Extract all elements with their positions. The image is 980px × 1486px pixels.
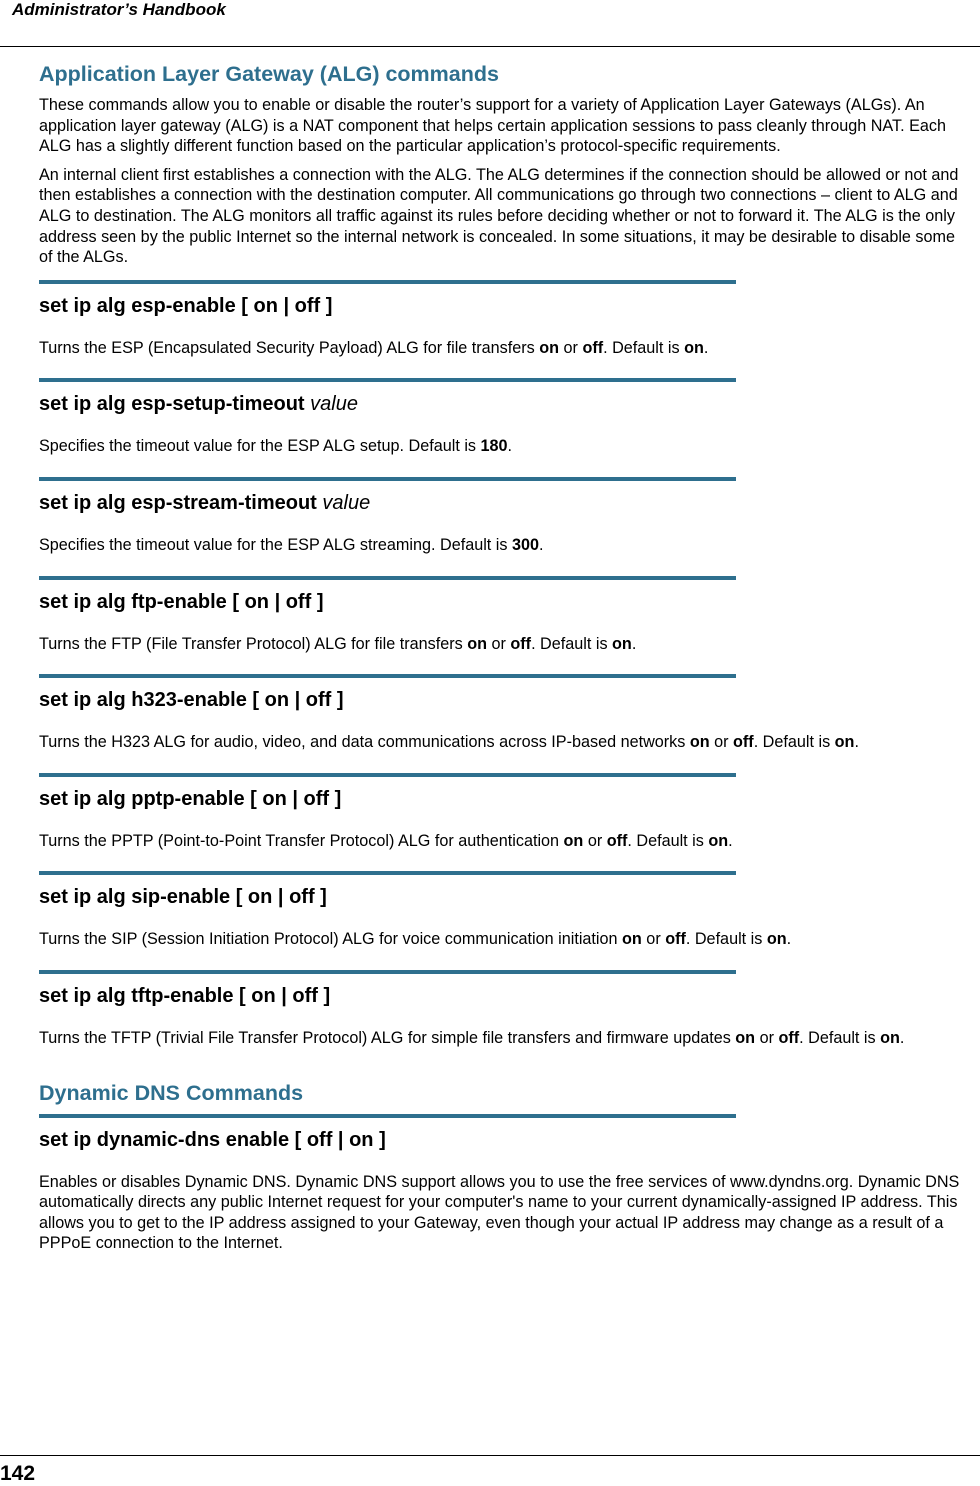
alg-intro-paragraph-2: An internal client first establishes a connection with the ALG. The ALG determines if the connection should be allowed or not and then establishes a connection with the destination computer. All communications go through two connections – client to ALG and ALG to destination. The ALG monitors all traffic against its rules before deciding whether or not to forward it. The ALG is the only address seen by the public Internet so the internal network is concealed. In some situations, it may be desirable to disable some of the ALGs. — [39, 165, 959, 267]
command-rule — [39, 576, 736, 580]
command-title: set ip alg esp-setup-timeout value — [39, 393, 358, 416]
command-rule — [39, 477, 736, 481]
command-title: set ip alg pptp-enable [ on | off ] — [39, 787, 342, 810]
alg-section-title: Application Layer Gateway (ALG) commands — [39, 62, 499, 86]
command-description: Turns the PPTP (Point-to-Point Transfer Protocol) ALG for authentication on or off. Default is on. — [39, 831, 733, 850]
command-title: set ip alg ftp-enable [ on | off ] — [39, 590, 324, 613]
running-header: Administrator’s Handbook — [12, 0, 226, 19]
page-content — [39, 62, 969, 1254]
header-rule — [0, 46, 980, 47]
alg-intro-paragraph-1: These commands allow you to enable or disable the router’s support for a variety of Application Layer Gateways (ALGs). An application layer gateway (ALG) is a NAT component that helps certain application sessions to pass cleanly through NAT. Each ALG has a slightly different function based on the particular application’s protocol-specific requirements. — [39, 96, 946, 156]
command-dynamic-dns-enable — [39, 1114, 969, 1254]
command-description: Specifies the timeout value for the ESP ALG streaming. Default is 300. — [39, 535, 544, 554]
command-title: set ip alg esp-enable [ on | off ] — [39, 294, 333, 317]
command-rule — [39, 970, 736, 974]
command-description: Turns the ESP (Encapsulated Security Payload) ALG for file transfers on or off. Default is on. — [39, 338, 709, 357]
command-title: set ip alg h323-enable [ on | off ] — [39, 689, 344, 712]
command-title: set ip alg tftp-enable [ on | off ] — [39, 984, 331, 1007]
command-title: set ip alg sip-enable [ on | off ] — [39, 886, 327, 909]
command-description: Turns the FTP (File Transfer Protocol) ALG for file transfers on or off. Default is on. — [39, 634, 637, 653]
command-h323-enable — [39, 674, 969, 753]
command-title: set ip alg esp-stream-timeout value — [39, 491, 371, 514]
command-title: set ip dynamic-dns enable [ off | on ] — [39, 1128, 386, 1151]
command-description: Enables or disables Dynamic DNS. Dynamic DNS support allows you to use the free services of www.dyndns.org. Dynamic DNS automatically directs any public Internet request for your computer's name to your current dynamically-assigned IP address. This allows you to get to the IP address assigned to your Gateway, even though your actual IP address may change as a result of a PPPoE connection to the Internet. — [39, 1172, 960, 1253]
command-esp-setup-timeout — [39, 378, 969, 457]
command-rule — [39, 674, 736, 678]
command-tftp-enable — [39, 970, 969, 1049]
command-pptp-enable — [39, 773, 969, 852]
command-argument: value — [310, 393, 358, 416]
page-number: 142 — [0, 1462, 36, 1485]
command-esp-enable — [39, 280, 969, 359]
command-description: Specifies the timeout value for the ESP ALG setup. Default is 180. — [39, 437, 513, 456]
command-description: Turns the SIP (Session Initiation Protocol) ALG for voice communication initiation on or off. Default is on. — [39, 930, 792, 949]
command-argument: value — [322, 491, 371, 514]
command-rule — [39, 871, 736, 875]
command-ftp-enable — [39, 576, 969, 655]
command-rule — [39, 1114, 736, 1118]
command-sip-enable — [39, 871, 969, 950]
dns-section-title: Dynamic DNS Commands — [39, 1080, 304, 1105]
footer-rule — [0, 1455, 980, 1456]
command-description: Turns the H323 ALG for audio, video, and data communications across IP-based networks on or off. Default is on. — [39, 733, 859, 752]
command-esp-stream-timeout — [39, 477, 969, 556]
command-rule — [39, 280, 736, 284]
command-rule — [39, 378, 736, 382]
command-rule — [39, 773, 736, 777]
command-description: Turns the TFTP (Trivial File Transfer Protocol) ALG for simple file transfers and firmware updates on or off. Default is on. — [39, 1028, 905, 1047]
